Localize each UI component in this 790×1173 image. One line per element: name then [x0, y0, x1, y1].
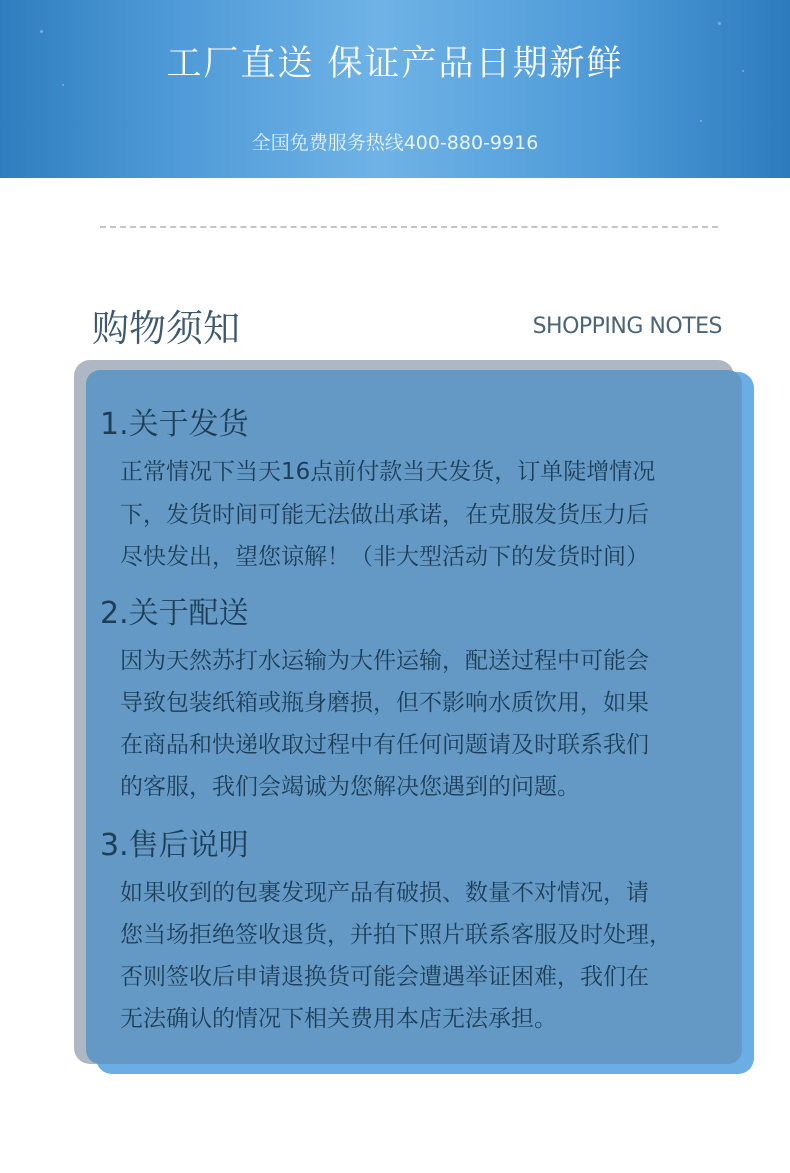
note-line: 的客服，我们会竭诚为您解决您遇到的问题。	[120, 774, 580, 800]
dashed-divider	[100, 226, 718, 228]
note-line: 导致包装纸箱或瓶身磨损，但不影响水质饮用，如果	[120, 690, 649, 716]
sparkle-decoration	[718, 22, 721, 25]
note-line: 否则签收后申请退换货可能会遭遇举证困难，我们在	[120, 964, 649, 990]
section-title: 购物须知	[92, 307, 240, 350]
note-heading-shipping: 1.关于发货	[100, 407, 249, 442]
section-subtitle-en: SHOPPING NOTES	[532, 314, 722, 339]
note-line: 因为天然苏打水运输为大件运输，配送过程中可能会	[120, 648, 649, 674]
header-banner	[0, 0, 790, 178]
note-line: 在商品和快递收取过程中有任何问题请及时联系我们	[120, 732, 649, 758]
note-line: 如果收到的包裹发现产品有破损、数量不对情况，请	[120, 880, 649, 906]
note-heading-delivery: 2.关于配送	[100, 596, 249, 631]
note-line: 尽快发出，望您谅解！（非大型活动下的发货时间）	[120, 544, 649, 570]
sparkle-decoration	[40, 30, 43, 33]
note-line: 无法确认的情况下相关费用本店无法承担。	[120, 1006, 557, 1032]
note-line: 正常情况下当天16点前付款当天发货，订单陡增情况	[120, 459, 656, 485]
service-hotline: 全国免费服务热线400-880-9916	[251, 132, 539, 154]
note-line: 下，发货时间可能无法做出承诺，在克服发货压力后	[120, 502, 649, 528]
note-line: 您当场拒绝签收退货，并拍下照片联系客服及时处理，	[120, 922, 672, 948]
sparkle-decoration	[700, 120, 702, 122]
note-heading-after-sales: 3.售后说明	[100, 828, 249, 863]
banner-title: 工厂直送 保证产品日期新鲜	[166, 44, 624, 84]
